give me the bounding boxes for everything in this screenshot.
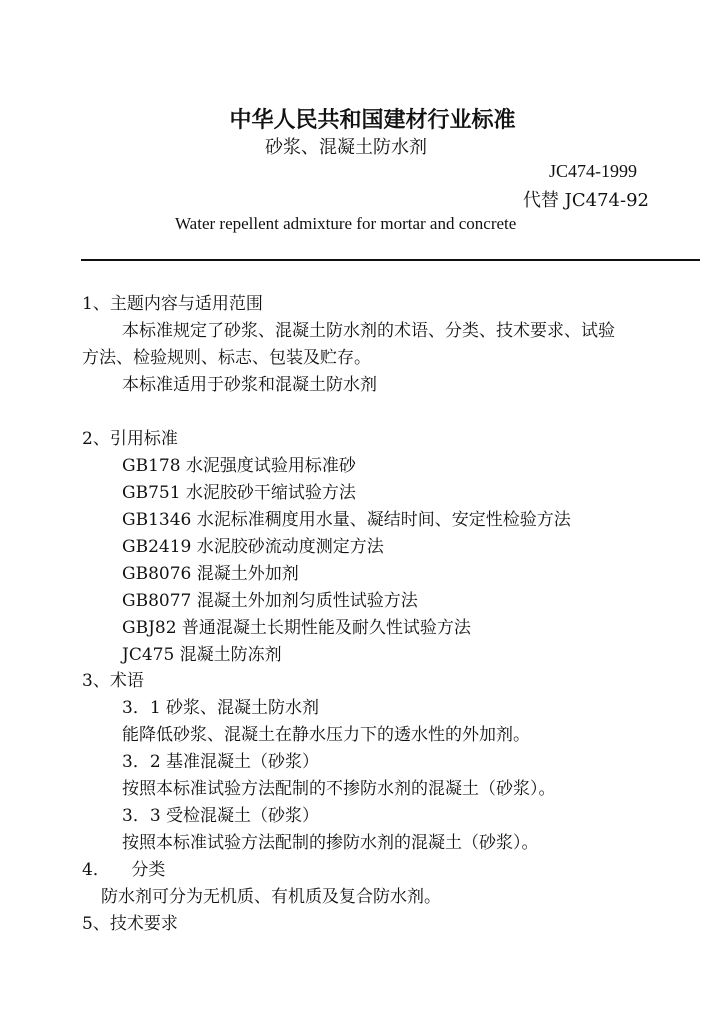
reference-item: GB1346 水泥标准稠度用水量、凝结时间、安定性检验方法 [122,510,571,530]
term-3-definition: 按照本标准试验方法配制的掺防水剂的混凝土（砂浆）。 [122,833,539,853]
term-1-definition: 能降低砂浆、混凝土在静水压力下的透水性的外加剂。 [122,725,530,745]
section-2-heading: 2、引用标准 [82,429,178,449]
reference-item: GB178 水泥强度试验用标准砂 [122,456,356,476]
section-1-paragraph-1-line-1: 本标准规定了砂浆、混凝土防水剂的术语、分类、技术要求、试验 [122,321,615,341]
reference-item: JC475 混凝土防冻剂 [122,645,282,665]
term-2-definition: 按照本标准试验方法配制的不掺防水剂的混凝土（砂浆）。 [122,779,556,799]
term-3-heading: 3．3 受检混凝土（砂浆） [122,806,320,826]
reference-item: GB8076 混凝土外加剂 [122,564,299,584]
reference-item: GBJ82 普通混凝土长期性能及耐久性试验方法 [122,618,471,638]
section-1-paragraph-2: 本标准适用于砂浆和混凝土防水剂 [122,375,377,395]
section-5-heading: 5、技术要求 [82,914,178,934]
reference-item: GB2419 水泥胶砂流动度测定方法 [122,537,384,557]
document-subtitle: 砂浆、混凝土防水剂 [265,137,427,158]
section-3-heading: 3、术语 [82,671,144,691]
section-4-heading: 4． 分类 [82,860,166,880]
term-1-heading: 3．1 砂浆、混凝土防水剂 [122,698,320,718]
term-2-heading: 3．2 基准混凝土（砂浆） [122,752,320,772]
english-title: Water repellent admixture for mortar and concrete [175,214,517,233]
reference-item: GB751 水泥胶砂干缩试验方法 [122,483,356,503]
standard-code: JC474-1999 [548,161,637,181]
replaces-code: 代替 JC474-92 [522,190,649,211]
section-1-heading: 1、主题内容与适用范围 [82,294,263,314]
standard-title: 中华人民共和国建材行业标准 [229,108,516,133]
header-divider [81,259,700,261]
section-4-body: 防水剂可分为无机质、有机质及复合防水剂。 [101,887,441,907]
reference-item: GB8077 混凝土外加剂匀质性试验方法 [122,591,418,611]
section-1-paragraph-1-line-2: 方法、检验规则、标志、包装及贮存。 [82,348,371,368]
